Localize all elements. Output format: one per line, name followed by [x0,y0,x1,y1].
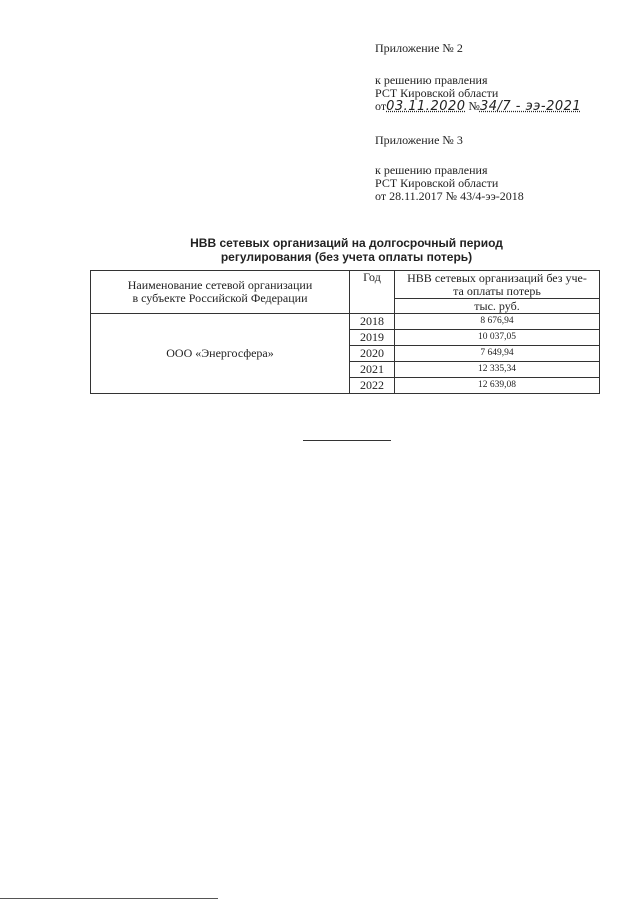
appendix-3-line1: к решению правления [375,163,488,177]
end-separator [303,440,391,441]
value-cell: 7 649,94 [395,346,600,362]
nvv-table [90,270,600,394]
document-title-line2: регулирования (без учета оплаты потерь) [220,250,473,264]
appendix-2-title: Приложение № 2 [375,41,463,55]
appendix-2-date-line [375,100,581,113]
year-cell: 2022 [350,378,395,394]
value-cell: 8 676,94 [395,314,600,330]
unit-cell: тыс. руб. [395,299,600,314]
document-title-line1: НВВ сетевых организаций на долгосрочный период [190,236,503,250]
col-header-organization: Наименование сетевой организации в субъекте Российской Федерации [91,271,350,314]
organization-cell: ООО «Энергосфера» [91,314,350,394]
date-prefix: от [375,99,387,113]
appendix-2-decision [375,74,581,113]
year-cell: 2019 [350,330,395,346]
col-header-year: Год [350,271,395,314]
value-cell: 12 335,34 [395,362,600,378]
appendix-2-line1: к решению правления [375,73,488,87]
appendix-3-title: Приложение № 3 [375,133,463,147]
appendix-3-line2: РСТ Кировской области [375,176,499,190]
document-title [90,236,603,264]
number-prefix: № [468,99,480,113]
col-header-nvv: НВВ сетевых организаций без уче- та оплаты потерь [395,271,600,299]
table-row [91,314,600,330]
appendix-3-line3: от 28.11.2017 № 43/4-ээ-2018 [375,189,524,203]
appendix-2-block [375,42,463,55]
value-cell: 10 037,05 [395,330,600,346]
year-cell: 2018 [350,314,395,330]
year-cell: 2021 [350,362,395,378]
appendix-3-block [375,134,463,147]
year-cell: 2020 [350,346,395,362]
footer-line [0,898,218,899]
value-cell: 12 639,08 [395,378,600,394]
appendix-3-decision [375,164,524,203]
appendix-2-line2: РСТ Кировской области [375,86,499,100]
handwritten-number: 34/7 - ээ-2021 [479,99,582,114]
handwritten-date: 03.11.2020 [386,99,466,114]
